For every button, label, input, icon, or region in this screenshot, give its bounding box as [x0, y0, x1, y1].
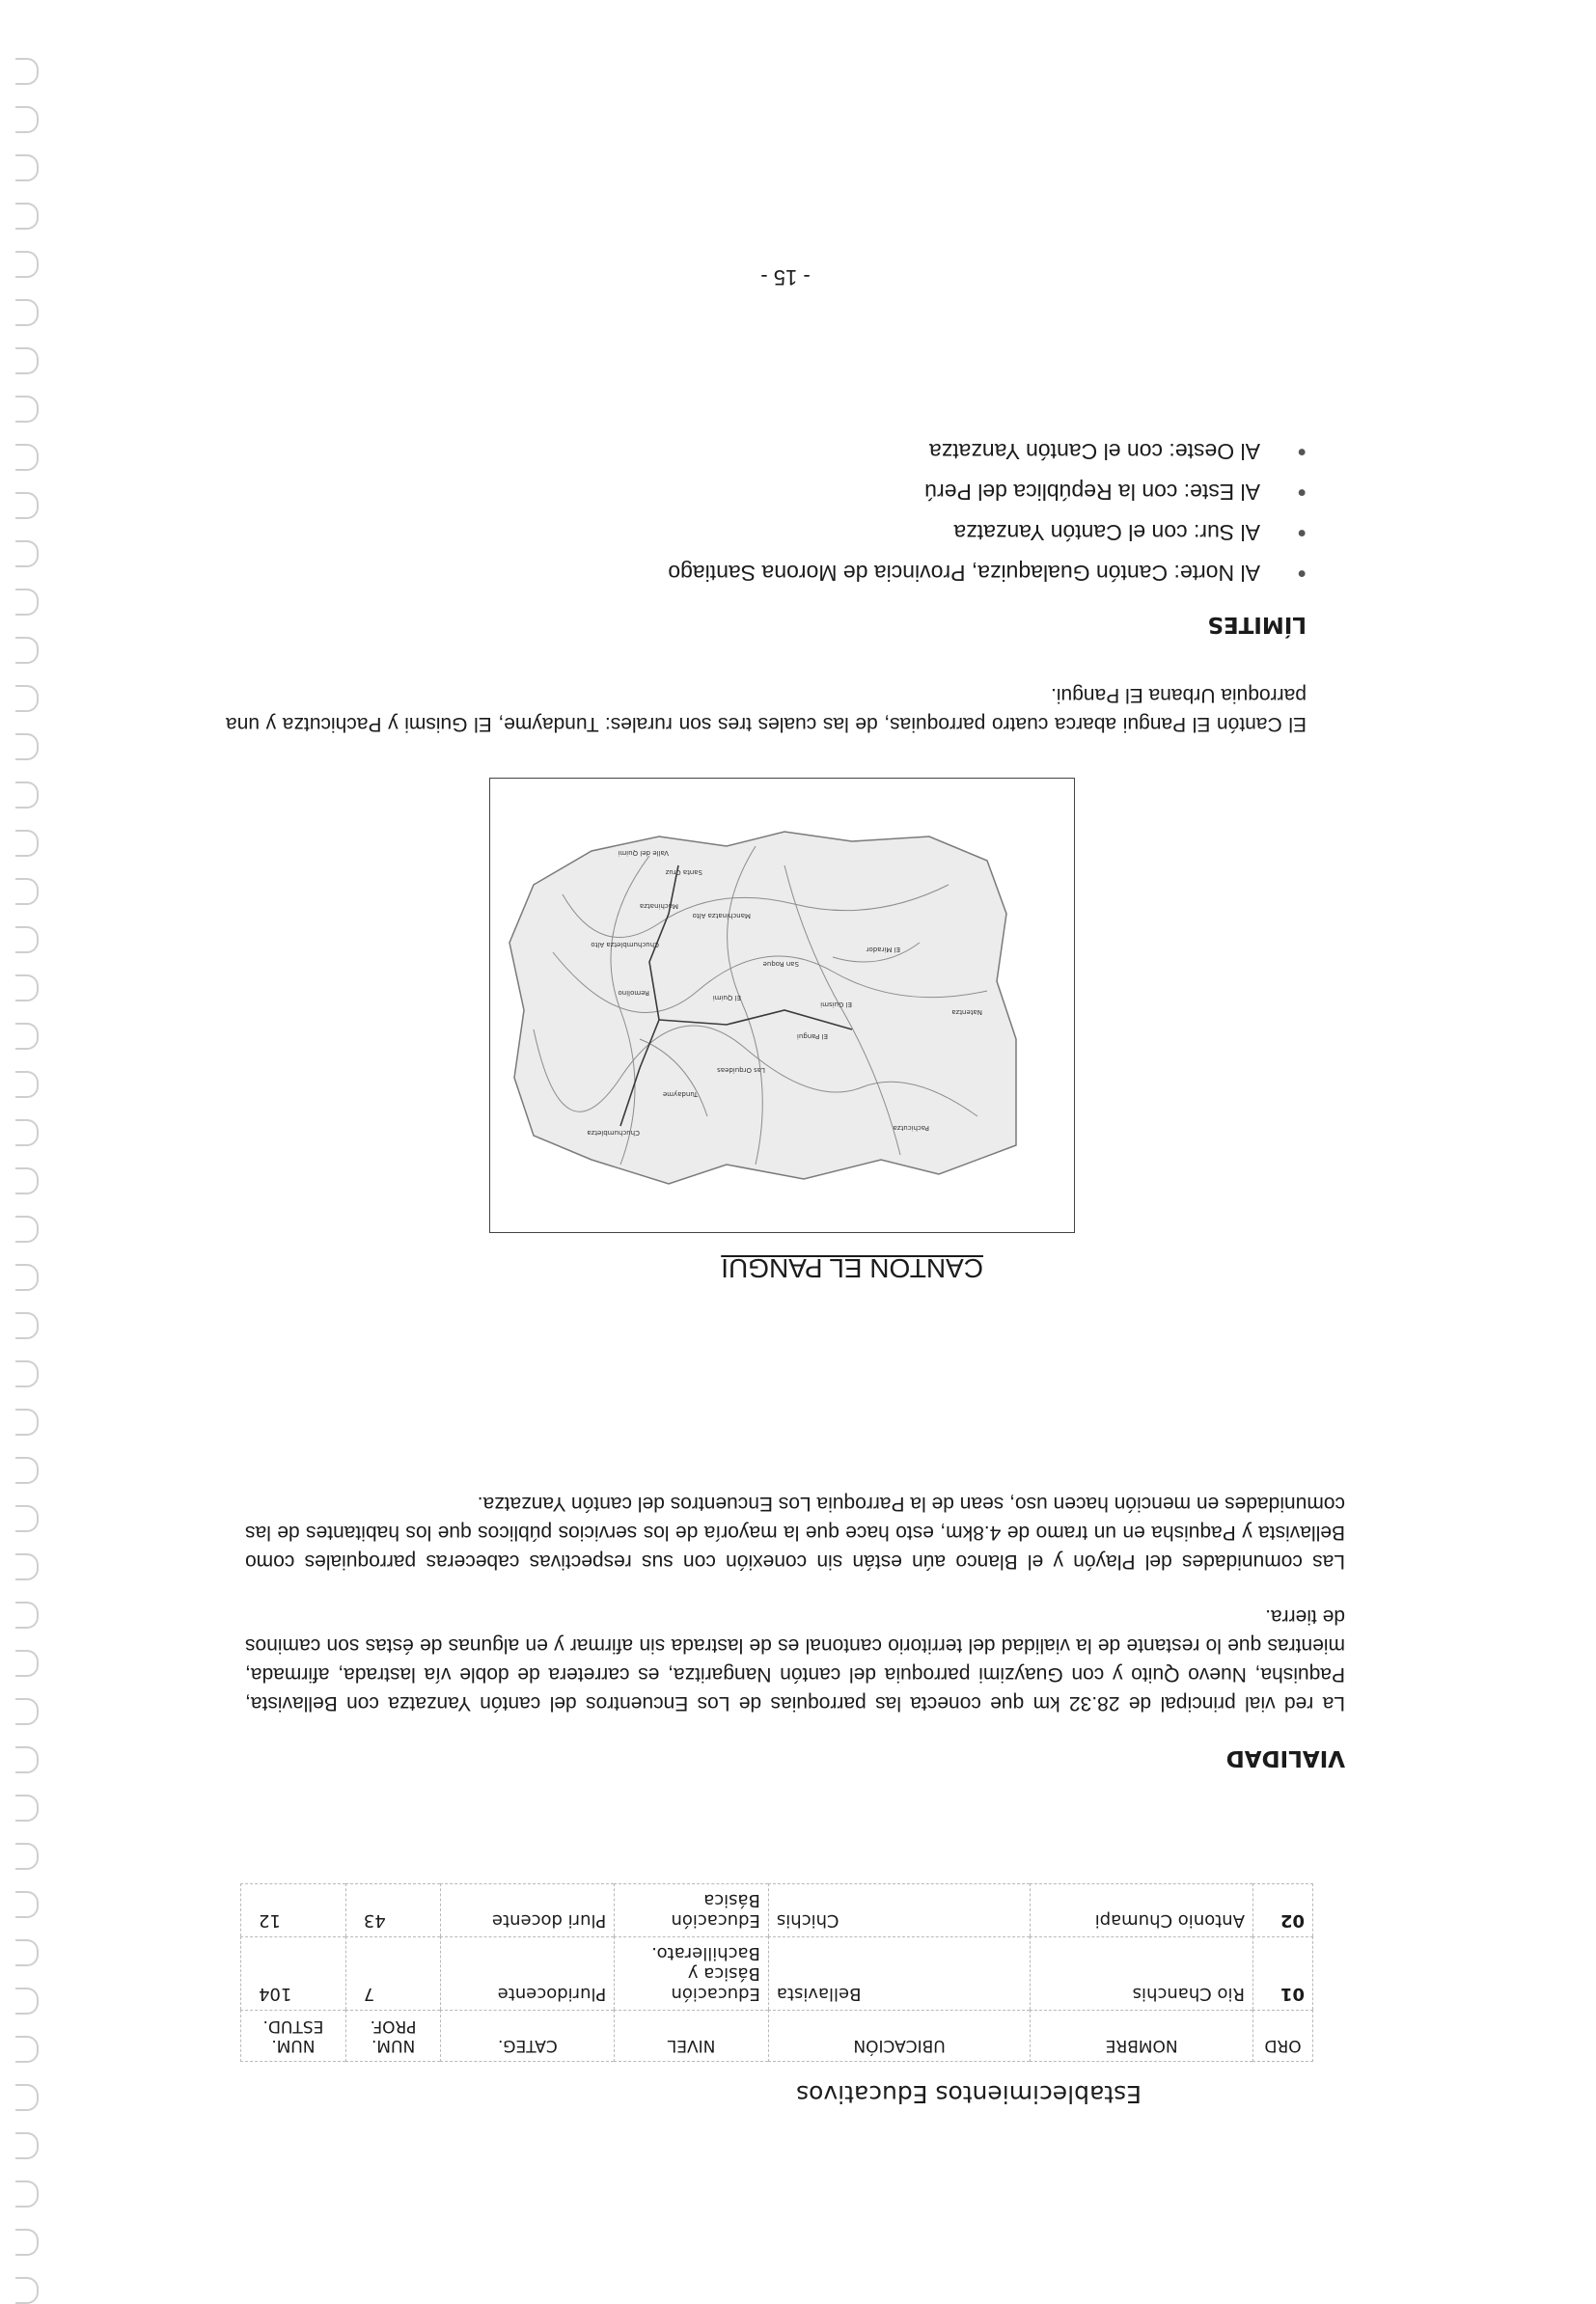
- col-estud: NUM. ESTUD.: [241, 2011, 346, 2062]
- col-nivel: NIVEL: [615, 2011, 769, 2062]
- cell-estud: 12: [241, 1884, 346, 1937]
- bullet-icon: ●: [1297, 484, 1307, 501]
- map-label: El Quimi: [712, 994, 741, 1001]
- cell-prof: 43: [345, 1884, 441, 1937]
- limit-text: Al Norte: Cantón Gualaquiza, Provincia de Morona Santiago: [668, 561, 1260, 586]
- limit-text: Al Sur: con el Cantón Yanzatza: [953, 520, 1260, 545]
- map-label: El Mirador: [866, 946, 900, 953]
- list-item: [668, 512, 1307, 553]
- cell-ord: 02: [1253, 1884, 1313, 1937]
- cell-categ: Pluridocente: [441, 1937, 615, 2011]
- col-ord: ORD: [1253, 2011, 1313, 2062]
- map-label: Machinatza: [640, 902, 678, 910]
- cell-ord: 01: [1253, 1937, 1313, 2011]
- col-prof: NUM. PROF.: [345, 2011, 441, 2062]
- establishments-table: [240, 1883, 1313, 2062]
- limits-list: [668, 431, 1307, 593]
- map-label: Remolino: [618, 989, 649, 997]
- list-item: [668, 472, 1307, 512]
- bullet-icon: ●: [1297, 525, 1307, 541]
- cell-categ: Pluri docente: [441, 1884, 615, 1937]
- cell-ubicacion: Chichis: [768, 1884, 1030, 1937]
- cell-nombre: Rio Chanchis: [1031, 1937, 1253, 2011]
- map-label: San Roque: [762, 960, 799, 968]
- map-title: CANTON EL PANGUI: [721, 1253, 983, 1283]
- col-ubicacion: UBICACIÓN: [768, 2011, 1030, 2062]
- cell-nombre: Antonio Chumapi: [1031, 1884, 1253, 1937]
- canton-intro: El Cantón El Pangui abarca cuatro parroquias, de las cuales tres son rurales: Tundayme, El Guismi y Pachicutza y una parroquia Urbana El Pangui.: [226, 684, 1307, 735]
- table-row: [241, 1937, 1313, 2011]
- col-nombre: NOMBRE: [1031, 2011, 1253, 2062]
- table-header-row: [241, 2011, 1313, 2062]
- map-label: Manchinatza Alto: [692, 912, 751, 919]
- map-label: Chuchumbletza Alto: [591, 941, 659, 948]
- map-label: Natentza: [951, 1008, 982, 1016]
- cell-nivel: Educación Básica y Bachillerato.: [615, 1937, 769, 2011]
- map-figure: [489, 778, 1075, 1233]
- map-label: Pachicutza: [893, 1124, 929, 1132]
- table-title: Establecimientos Educativos: [796, 2080, 1142, 2108]
- page-number: - 15 -: [760, 265, 811, 289]
- map-label: El Pangui: [796, 1032, 828, 1040]
- limit-text: Al Este: con la República del Perú: [924, 480, 1260, 505]
- bullet-icon: ●: [1297, 565, 1307, 582]
- list-item: [668, 431, 1307, 472]
- limit-text: Al Oeste: con el Cantón Yanzatza: [928, 439, 1260, 464]
- cell-ubicacion: Bellavista: [768, 1937, 1030, 2011]
- map-svg: [490, 779, 1074, 1232]
- bullet-icon: ●: [1297, 444, 1307, 460]
- binder-ring: [15, 2277, 39, 2304]
- vialidad-paragraph-1: La red vial principal de 28.32 km que conecta las parroquias de Los Encuentros del cantón Yanzatza con Bellavista, Paquisha, Nuevo Quito y con Guayzimi parroquia del cantón Nangaritza, es carretera de doble vía lastrada, afirmada, mientras que lo restante de la vialidad del territorio cantonal es de lastrada sin afirmar y en algunas de éstas son caminos de tierra.: [245, 1605, 1345, 1714]
- vialidad-heading: VIALIDAD: [1225, 1745, 1345, 1770]
- map-label: El Guismi: [820, 1001, 852, 1008]
- vialidad-paragraph-2: Las comunidades del Playón y el Blanco aún están sin conexión con sus respectivas cabeceras parroquiales como Bellavista y Paquisha en un tramo de 4.8km, esto hace que la mayoría de los servicios públicos que los habitantes de las comunidades en mención hacen uso, sean de la Parroquia Los Encuentros del cantón Yanzatza.: [245, 1493, 1345, 1573]
- cell-estud: 104: [241, 1937, 346, 2011]
- map-label: Las Orquídeas: [717, 1066, 765, 1074]
- cell-prof: 7: [345, 1937, 441, 2011]
- map-label: Santa Cruz: [665, 868, 702, 876]
- table-row: [241, 1884, 1313, 1937]
- canton-outline: [509, 832, 1016, 1184]
- limits-heading: LÍMITES: [1207, 612, 1307, 637]
- list-item: [668, 553, 1307, 593]
- col-categ: CATEG.: [441, 2011, 615, 2062]
- map-label: Tundayme: [662, 1090, 698, 1098]
- map-label: Valle del Quimi: [618, 849, 669, 857]
- cell-nivel: Educación Básica: [615, 1884, 769, 1937]
- map-label: Chuchumbletza: [587, 1129, 640, 1137]
